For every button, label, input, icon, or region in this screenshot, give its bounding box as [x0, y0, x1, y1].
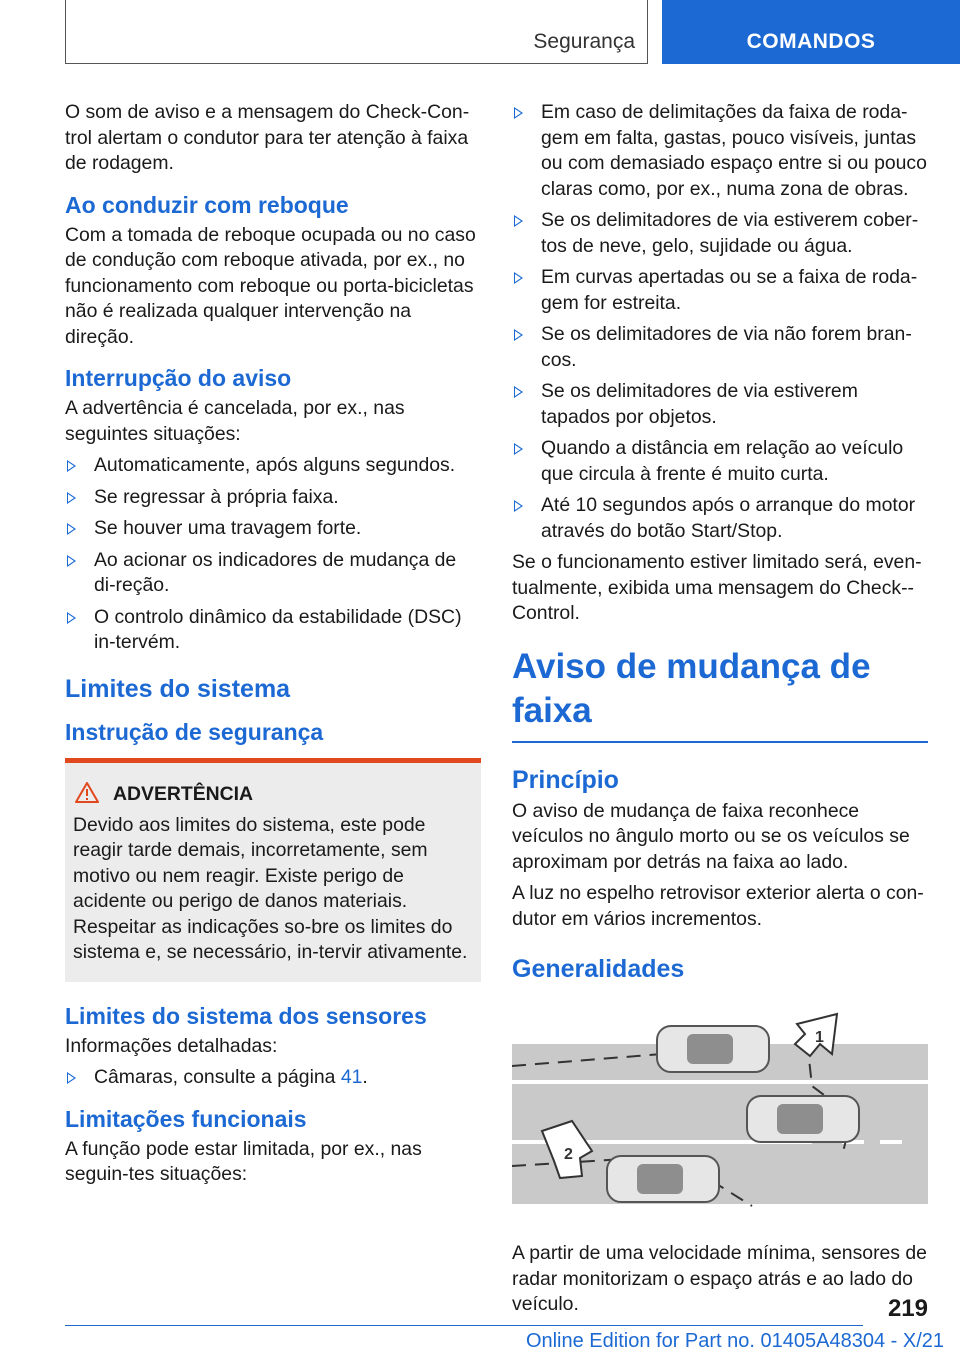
- bullet-icon: [514, 272, 523, 284]
- svg-text:1: 1: [815, 1029, 824, 1046]
- car-icon: [607, 1156, 719, 1202]
- svg-text:2: 2: [564, 1146, 573, 1163]
- list-item: Quando a distância em relação ao veículo que circula à frente é muito curta.: [512, 436, 928, 487]
- header-chapter-title: COMANDOS: [746, 30, 876, 53]
- right-column: [512, 100, 928, 1324]
- bullet-icon: [514, 215, 523, 227]
- footer-edition: Online Edition for Part no. 01405A48304 - X/21: [525, 1330, 944, 1352]
- list-item: Automaticamente, após alguns segundos.: [65, 453, 481, 479]
- list-item: Câmaras, consulte a página 41.: [65, 1065, 481, 1091]
- car-icon: [657, 1026, 769, 1072]
- intro-paragraph: O som de aviso e a mensagem do Check-Con-trol alertam o condutor para ter atenção à faixa de rodagem.: [65, 101, 470, 174]
- list-item: Em curvas apertadas ou se a faixa de roda-gem for estreita.: [512, 265, 928, 316]
- list-item: O controlo dinâmico da estabilidade (DSC) in-tervém.: [65, 605, 481, 656]
- list-item: Se regressar à própria faixa.: [65, 485, 481, 511]
- bullet-icon: [67, 612, 76, 624]
- warning-title: ADVERTÊNCIA: [73, 781, 473, 807]
- bullet-icon: [514, 107, 523, 119]
- footer-divider: [65, 1325, 863, 1326]
- interrupt-heading: Interrupção do aviso: [65, 365, 292, 391]
- after-list-paragraph: Se o funcionamento estiver limitado será, even-tualmente, exibida uma mensagem do Check--Control.: [512, 551, 922, 624]
- limits-heading: Limites do sistema: [65, 674, 291, 703]
- list-item: Até 10 segundos após o arranque do motor através do botão Start/Stop.: [512, 493, 928, 544]
- header-chapter-tab[interactable]: [662, 0, 960, 64]
- limitations-list: [512, 100, 928, 544]
- interrupt-list: [65, 453, 481, 656]
- page-number: 219: [887, 1295, 928, 1322]
- bullet-icon: [514, 443, 523, 455]
- bullet-icon: [67, 555, 76, 567]
- bullet-icon: [67, 1072, 76, 1084]
- lcw-heading: Aviso de mudança de faixa: [512, 645, 928, 743]
- lane-change-figure: [512, 1006, 928, 1226]
- principle-heading: Princípio: [512, 765, 619, 794]
- warning-box: [65, 758, 481, 982]
- general-paragraph: A partir de uma velocidade mínima, sensores de radar monitorizam o espaço atrás e ao lado do veículo.: [512, 1242, 927, 1315]
- list-item: Se houver uma travagem forte.: [65, 516, 481, 542]
- functional-paragraph: A função pode estar limitada, por ex., nas seguin-tes situações:: [65, 1137, 422, 1185]
- principle-paragraph-2: A luz no espelho retrovisor exterior alerta o con-dutor em vários incrementos.: [512, 882, 924, 930]
- sensor-paragraph: Informações detalhadas:: [65, 1034, 278, 1057]
- bullet-icon: [67, 523, 76, 535]
- bullet-icon: [514, 329, 523, 341]
- towing-heading: Ao conduzir com reboque: [65, 191, 349, 218]
- bullet-icon: [67, 492, 76, 504]
- car-icon: [747, 1096, 859, 1142]
- list-item: Se os delimitadores de via estiverem tapados por objetos.: [512, 379, 928, 430]
- bullet-icon: [514, 500, 523, 512]
- header-section-box: [65, 0, 648, 64]
- bullet-icon: [67, 460, 76, 472]
- header-section-title: Segurança: [533, 30, 635, 53]
- list-item: Se os delimitadores de via não forem bran-cos.: [512, 322, 928, 373]
- general-heading: Generalidades: [512, 955, 685, 983]
- left-column: [65, 100, 481, 1194]
- list-item: Ao acionar os indicadores de mudança de di-reção.: [65, 548, 481, 599]
- functional-heading: Limitações funcionais: [65, 1105, 307, 1132]
- interrupt-paragraph: A advertência é cancelada, por ex., nas seguintes situações:: [65, 397, 405, 445]
- sensor-list: [65, 1065, 481, 1091]
- bullet-icon: [514, 386, 523, 398]
- warning-triangle-icon: [75, 782, 99, 803]
- towing-paragraph: Com a tomada de reboque ocupada ou no caso de condução com reboque ativada, por ex., no funcionamento com reboque ou porta-bicicletas não é realizada qualquer intervenção na direção.: [65, 223, 476, 348]
- page-link[interactable]: 41: [340, 1066, 363, 1088]
- principle-paragraph-1: O aviso de mudança de faixa reconhece veículos no ângulo morto ou se os veículos se aproximam por detrás na faixa ao lado.: [512, 799, 910, 873]
- list-item: Em caso de delimitações da faixa de roda-gem em falta, gastas, pouco visíveis, juntas ou com demasiado espaço entre si ou pouco claras como, por ex., numa zona de obras.: [512, 100, 928, 202]
- list-item: Se os delimitadores de via estiverem cober-tos de neve, gelo, sujidade ou água.: [512, 208, 928, 259]
- safety-heading: Instrução de segurança: [65, 718, 324, 745]
- sensor-heading: Limites do sistema dos sensores: [65, 1002, 427, 1029]
- warning-text: Devido aos limites do sistema, este pode reagir tarde demais, incorretamente, sem motivo ou nem reagir. Existe perigo de acidente ou perigo de danos materiais. Respeitar as indicações so-bre os limites do sistema e, se necessário, in-tervir ativamente.: [73, 813, 468, 963]
